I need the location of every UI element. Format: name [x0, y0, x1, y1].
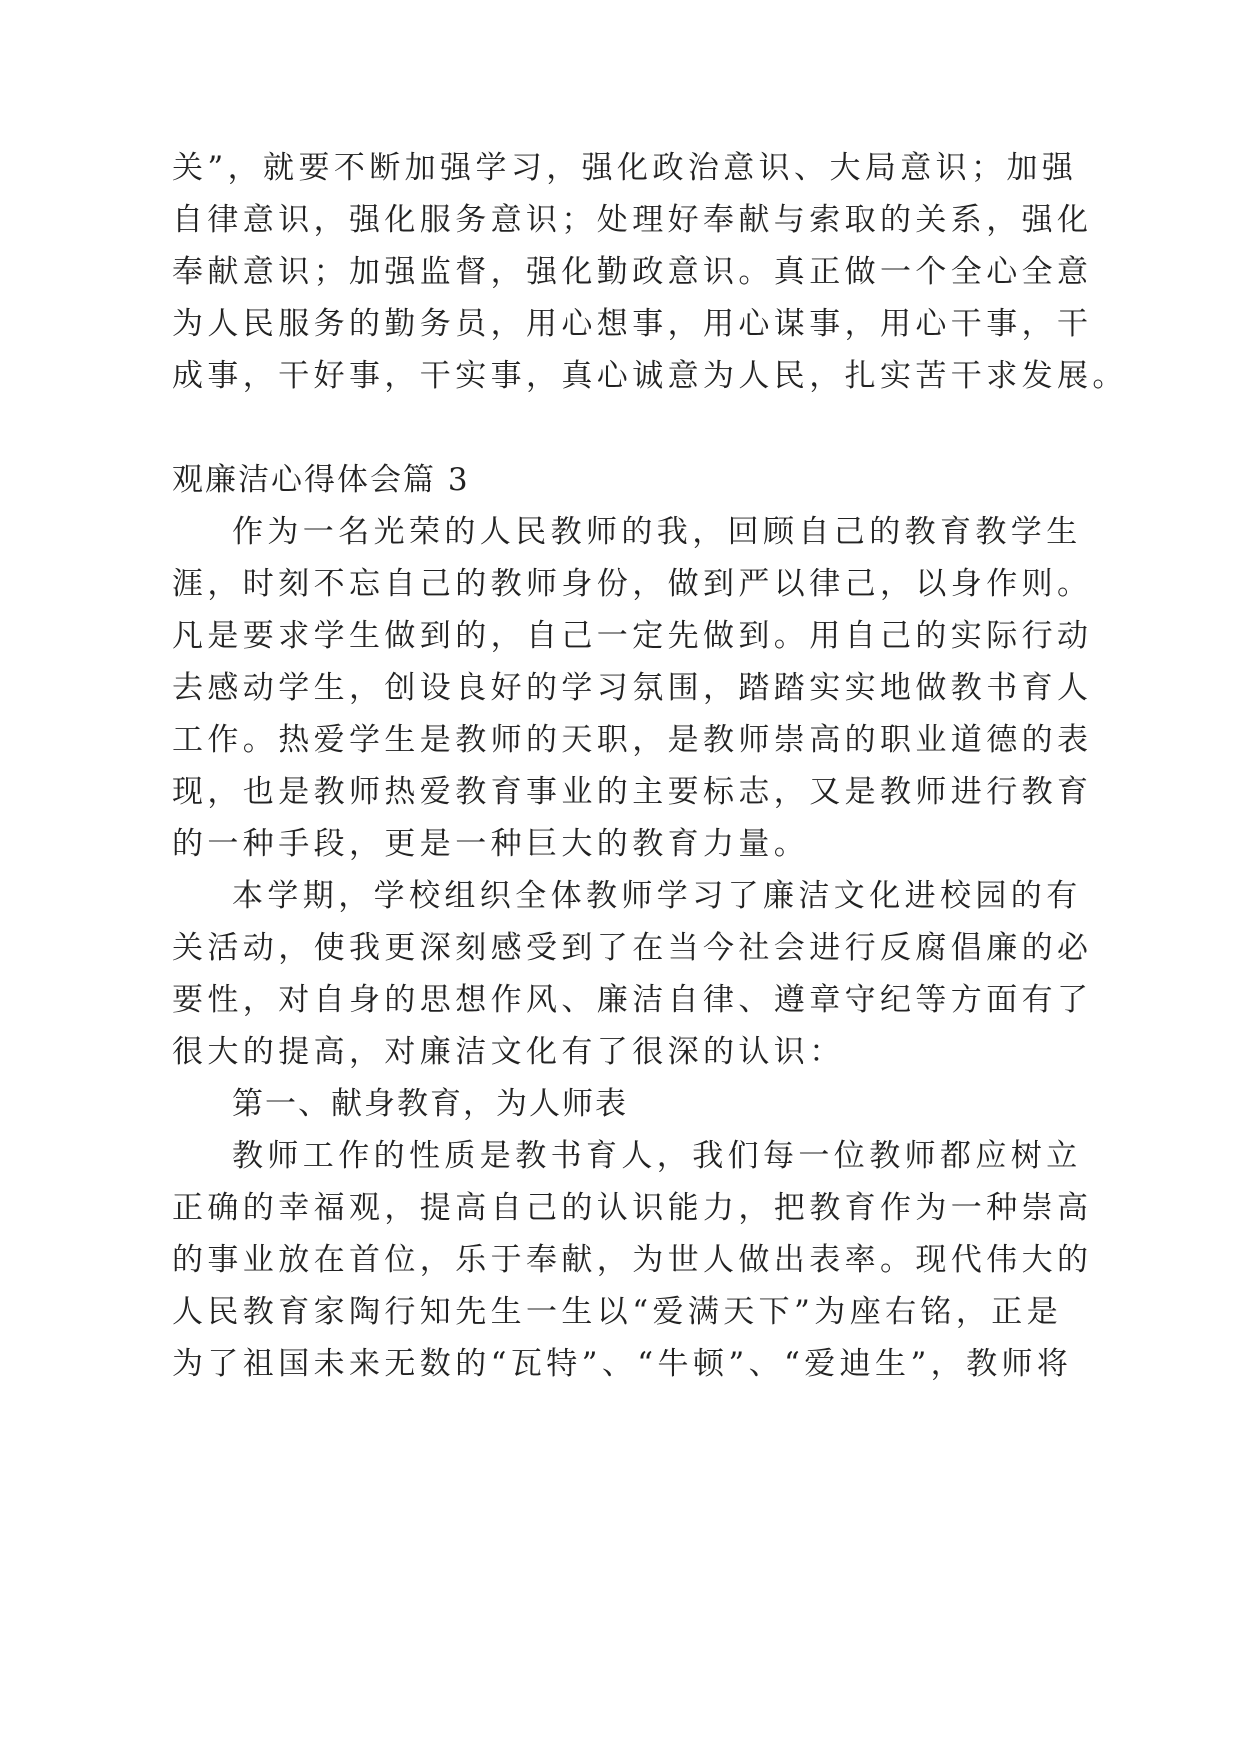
paragraph-line: 涯，时刻不忘自己的教师身份，做到严以律己，以身作则。	[172, 566, 1093, 602]
paragraph-line: 很大的提高，对廉洁文化有了很深的认识：	[172, 1034, 845, 1070]
paragraph-line: 教师工作的性质是教书育人，我们每一位教师都应树立	[232, 1138, 1082, 1174]
paragraph-line: 工作。热爱学生是教师的天职，是教师崇高的职业道德的表	[172, 722, 1093, 758]
paragraph-line: 凡是要求学生做到的，自己一定先做到。用自己的实际行动	[172, 618, 1093, 654]
intro-line: 奉献意识；加强监督，强化勤政意识。真正做一个全心全意	[172, 254, 1093, 290]
paragraph-line: 要性，对自身的思想作风、廉洁自律、遵章守纪等方面有了	[172, 982, 1093, 1018]
paragraph-line: 关活动，使我更深刻感受到了在当今社会进行反腐倡廉的必	[172, 930, 1093, 966]
paragraph-line: 的一种手段，更是一种巨大的教育力量。	[172, 826, 810, 862]
paragraph-line: 作为一名光荣的人民教师的我，回顾自己的教育教学生	[232, 514, 1082, 550]
paragraph-line: 正确的幸福观，提高自己的认识能力，把教育作为一种崇高	[172, 1190, 1093, 1226]
paragraph-line: 去感动学生，创设良好的学习氛围，踏踏实实地做教书育人	[172, 670, 1093, 706]
section-title: 观廉洁心得体会篇 3	[172, 462, 470, 498]
intro-line: 关”，就要不断加强学习，强化政治意识、大局意识；加强	[172, 150, 1078, 186]
subheading: 第一、献身教育，为人师表	[232, 1086, 628, 1122]
paragraph-line: 人民教育家陶行知先生一生以“爱满天下”为座右铭，正是	[172, 1294, 1063, 1330]
paragraph-line: 本学期，学校组织全体教师学习了廉洁文化进校园的有	[232, 878, 1082, 914]
paragraph-line: 的事业放在首位，乐于奉献，为世人做出表率。现代伟大的	[172, 1242, 1093, 1278]
paragraph-line: 为了祖国未来无数的“瓦特”、“牛顿”、“爱迪生”，教师将	[172, 1346, 1073, 1382]
paragraph-line: 现，也是教师热爱教育事业的主要标志，又是教师进行教育	[172, 774, 1093, 810]
intro-line: 成事，干好事，干实事，真心诚意为人民，扎实苦干求发展。	[172, 358, 1128, 394]
intro-line: 为人民服务的勤务员，用心想事，用心谋事，用心干事，干	[172, 306, 1093, 342]
intro-line: 自律意识，强化服务意识；处理好奉献与索取的关系，强化	[172, 202, 1093, 238]
